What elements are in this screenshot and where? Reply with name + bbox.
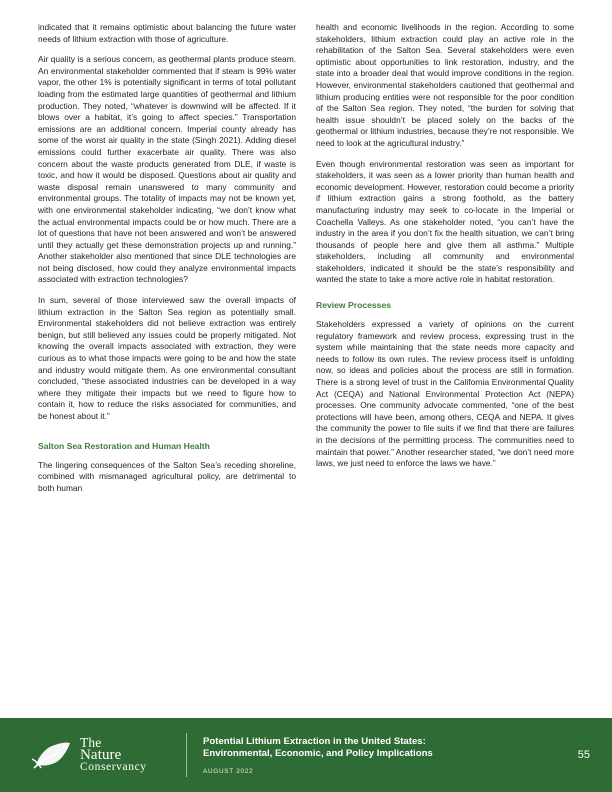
oak-leaf-icon — [30, 735, 74, 775]
paragraph: health and economic livelihoods in the region. According to some stakeholders, lithium extraction could play an active role in the rehabilitation of the Salton Sea. Several stakeholders were even optimistic about opportunities to link restoration, industry, and the state into a broader deal that would improve conditions in the region. However, environmental stakeholders cautioned that geothermal and lithium producing entities were not responsible for the poor condition of the Salton Sea region. They noted, “the burden for solving that health issue shouldn’t be placed solely on the backs of the geothermal or lithium industries, because they’re not responsible. We need to look at the agricultural industry.” — [316, 22, 574, 148]
paragraph: Air quality is a serious concern, as geothermal plants produce steam. An environmental stakeholder commented that if steam is 99% water vapor, the other 1% is potentially significant in terms of total pollutant loading from the estimated large quantities of geothermal and lithium production. They noted, “whatever is downwind will be affected. If it blows over a habitat, it’s going to affect species.” Transportation emissions are an additional concern. Imperial county already has some of the worst air quality in the state (Singh 2021). Adding diesel emissions could further exacerbate air quality. There was also concern about the waste products generated from DLE, if waste is toxic, and how it would be disposed. Questions about air quality and waste disposal remain unanswered to many community and environmental groups. The totality of impacts may not be known yet, with one environmental stakeholder indicating, “we don’t know what the actual environmental impacts could be or how much. There are a lot of questions that have not been answered and won’t be answered until they actually get these demonstration projects up and running.” Another stakeholder also mentioned that since DLE technologies are not being disclosed, how could they analyze environmental impacts associated with extraction technologies? — [38, 54, 296, 285]
paragraph: indicated that it remains optimistic about balancing the future water needs of lithium extraction with those of agriculture. — [38, 22, 296, 44]
tnc-logo — [30, 735, 147, 775]
logo-line-3: Conservancy — [80, 761, 147, 773]
footer-title-block — [203, 736, 566, 775]
section-heading-salton-sea: Salton Sea Restoration and Human Health — [38, 440, 210, 451]
page-footer — [0, 718, 612, 792]
section-heading-review-processes: Review Processes — [316, 300, 392, 311]
paragraph: Even though environmental restoration was seen as important for stakeholders, it was seen as a lower priority than human health and economic development. However, restoration could become a priority if lithium extraction gains a strong foothold, as the battery manufacturing industry may seek to co-locate in the Imperial or Coachella Valleys. As one stakeholder noted, “you can’t have the industry in the area if you don’t fix the health situation, we can’t bring thousands of people here and give them all asthma.” Multiple stakeholders, including all community and environmental stakeholders, indicated it should be the state’s responsibility and wanted the state to take a more active role in habitat restoration. — [316, 158, 574, 285]
footer-title-line-1: Potential Lithium Extraction in the United States: — [203, 735, 426, 747]
logo-line-1: The — [80, 735, 102, 750]
logo-line-2: Nature — [80, 747, 122, 763]
right-column — [316, 22, 574, 718]
footer-date: AUGUST 2022 — [203, 767, 254, 775]
footer-divider — [186, 733, 187, 777]
page-number: 55 — [577, 749, 590, 761]
footer-logo-area — [30, 735, 180, 775]
footer-title-line-2: Environmental, Economic, and Policy Implications — [203, 748, 433, 759]
paragraph: The lingering consequences of the Salton Sea’s receding shoreline, combined with mismanaged agricultural policy, are detrimental to both human — [38, 459, 296, 493]
paragraph: In sum, several of those interviewed saw the overall impacts of lithium extraction in the Salton Sea region as potentially small. Environmental stakeholders did not believe extraction was entirely benign, but still believed any issues could be properly mitigated. Not knowing the overall impacts associated with extraction, they were curious as to what those impacts were going to be and how the state and industry would mitigate them. As one environmental consultant concluded, “these associated industries can be developed in a way where they mitigate their impacts but we need to figure how to contain it, how to reduce the risks associated for communities, and be honest about it.” — [38, 295, 296, 421]
tnc-logo-text — [80, 737, 147, 773]
left-column — [38, 22, 296, 718]
paragraph: Stakeholders expressed a variety of opinions on the current regulatory framework and review process, expressing trust in the system while maintaining that the state needs more capacity and needs to follow its own rules. The review process itself is unfolding now, so ideas and policies about the process are still in formation. There is a strong level of trust in the California Environmental Quality Act (CEQA) and National Environmental Protection Act (NEPA) processes. One community advocate commented, “one of the best protections will have been, among others, CEQA and NEPA. It gives the community the power to file suits if we find that there are failures in the decisions of the permitting process. The communities need to maintain that power.” Another researcher stated, “we don’t need more laws, we just need to enforce the laws we have.” — [316, 319, 574, 469]
